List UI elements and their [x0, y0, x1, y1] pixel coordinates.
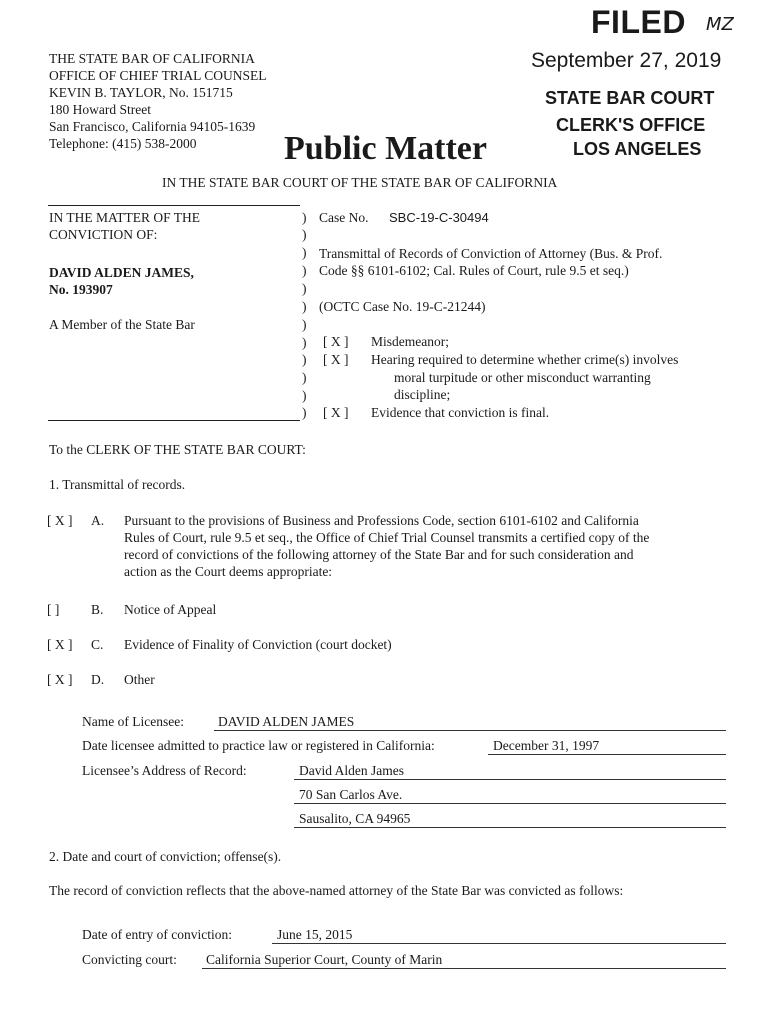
caption-paren: ): [302, 210, 307, 225]
item-a-line-1: Pursuant to the provisions of Business and Professions Code, section 6101-6102 and California: [124, 513, 639, 528]
org-line-5: San Francisco, California 94105-1639: [49, 119, 256, 134]
clerk-initials: MZ: [706, 14, 734, 35]
caption-paren: ): [302, 335, 307, 350]
section-2-heading: 2. Date and court of conviction; offense(s).: [49, 849, 282, 864]
transmittal-line-1: Transmittal of Records of Conviction of Attorney (Bus. & Prof.: [319, 246, 663, 261]
stamp-line-1: STATE BAR COURT: [545, 88, 715, 108]
matter-line-2: CONVICTION OF:: [49, 227, 158, 242]
org-line-6: Telephone: (415) 538-2000: [49, 136, 197, 151]
item-b-text: Notice of Appeal: [124, 602, 217, 617]
filed-date: September 27, 2019: [531, 49, 722, 72]
org-line-1: THE STATE BAR OF CALIFORNIA: [49, 51, 255, 66]
caption-paren: ): [302, 227, 307, 242]
item-b-letter: B.: [91, 602, 104, 617]
court-title: IN THE STATE BAR COURT OF THE STATE BAR OF CALIFORNIA: [162, 175, 558, 190]
hearing-line-3: discipline;: [394, 387, 451, 402]
org-line-3: KEVIN B. TAYLOR, No. 151715: [49, 85, 233, 100]
item-c-letter: C.: [91, 637, 104, 652]
case-number: SBC-19-C-30494: [389, 210, 489, 225]
record-text: The record of conviction reflects that the above-named attorney of the State Bar was convicted as follows:: [49, 883, 624, 898]
licensee-name-label: Name of Licensee:: [82, 714, 184, 729]
section-1-heading: 1. Transmittal of records.: [49, 477, 186, 492]
caption-bottom-rule: [48, 420, 300, 421]
evidence-checkbox: [ X ]: [323, 405, 349, 420]
caption-paren: ): [302, 352, 307, 367]
item-c-text: Evidence of Finality of Conviction (court docket): [124, 637, 392, 652]
address-label: Licensee’s Address of Record:: [82, 763, 247, 778]
stamp-line-2: CLERK'S OFFICE: [556, 115, 706, 135]
misdemeanor-label: Misdemeanor;: [371, 334, 449, 349]
caption-paren: ): [302, 299, 307, 314]
convicting-court: California Superior Court, County of Marin: [206, 952, 443, 967]
entry-date-label: Date of entry of conviction:: [82, 927, 232, 942]
item-d-letter: D.: [91, 672, 105, 687]
evidence-label: Evidence that conviction is final.: [371, 405, 550, 420]
item-a-checkbox: [ X ]: [47, 513, 73, 528]
entry-date: June 15, 2015: [277, 927, 353, 942]
caption-paren: ): [302, 370, 307, 385]
org-line-4: 180 Howard Street: [49, 102, 151, 117]
stamp-line-3: LOS ANGELES: [573, 139, 702, 159]
caption-paren: ): [302, 388, 307, 403]
misdemeanor-checkbox: [ X ]: [323, 334, 349, 349]
convicting-court-label: Convicting court:: [82, 952, 177, 967]
hearing-line-2: moral turpitude or other misconduct warranting: [394, 370, 651, 385]
public-matter-title: Public Matter: [284, 130, 487, 167]
case-number-label: Case No.: [319, 210, 369, 225]
caption-paren: ): [302, 317, 307, 332]
address-line-2: 70 San Carlos Ave.: [299, 787, 403, 802]
caption-paren: ): [302, 405, 307, 420]
hearing-checkbox: [ X ]: [323, 352, 349, 367]
item-a-line-4: action as the Court deems appropriate:: [124, 564, 333, 579]
item-b-checkbox: [ ]: [47, 602, 60, 617]
octc-case-number: (OCTC Case No. 19-C-21244): [319, 299, 486, 314]
hearing-line-1: Hearing required to determine whether crime(s) involves: [371, 352, 679, 367]
licensee-name: DAVID ALDEN JAMES: [218, 714, 355, 729]
caption-paren: ): [302, 245, 307, 260]
caption-paren: ): [302, 263, 307, 278]
item-d-text: Other: [124, 672, 155, 687]
admitted-date: December 31, 1997: [493, 738, 600, 753]
member-label: A Member of the State Bar: [49, 317, 195, 332]
caption-top-rule: [48, 205, 300, 206]
admitted-label: Date licensee admitted to practice law or registered in California:: [82, 738, 435, 753]
caption-paren: ): [302, 281, 307, 296]
bar-number: No. 193907: [49, 282, 113, 297]
matter-line-1: IN THE MATTER OF THE: [49, 210, 200, 225]
item-a-letter: A.: [91, 513, 105, 528]
address-line-3: Sausalito, CA 94965: [299, 811, 411, 826]
filed-label: FILED: [591, 4, 686, 40]
transmittal-line-2: Code §§ 6101-6102; Cal. Rules of Court, rule 9.5 et seq.): [319, 263, 629, 278]
to-clerk: To the CLERK OF THE STATE BAR COURT:: [49, 442, 306, 457]
item-a-line-3: record of convictions of the following attorney of the State Bar and for such consideration and: [124, 547, 634, 562]
org-line-2: OFFICE OF CHIEF TRIAL COUNSEL: [49, 68, 267, 83]
respondent-name: DAVID ALDEN JAMES,: [49, 265, 194, 280]
item-a-line-2: Rules of Court, rule 9.5 et seq., the Office of Chief Trial Counsel transmits a certified copy of the: [124, 530, 650, 545]
item-d-checkbox: [ X ]: [47, 672, 73, 687]
address-line-1: David Alden James: [299, 763, 404, 778]
item-c-checkbox: [ X ]: [47, 637, 73, 652]
